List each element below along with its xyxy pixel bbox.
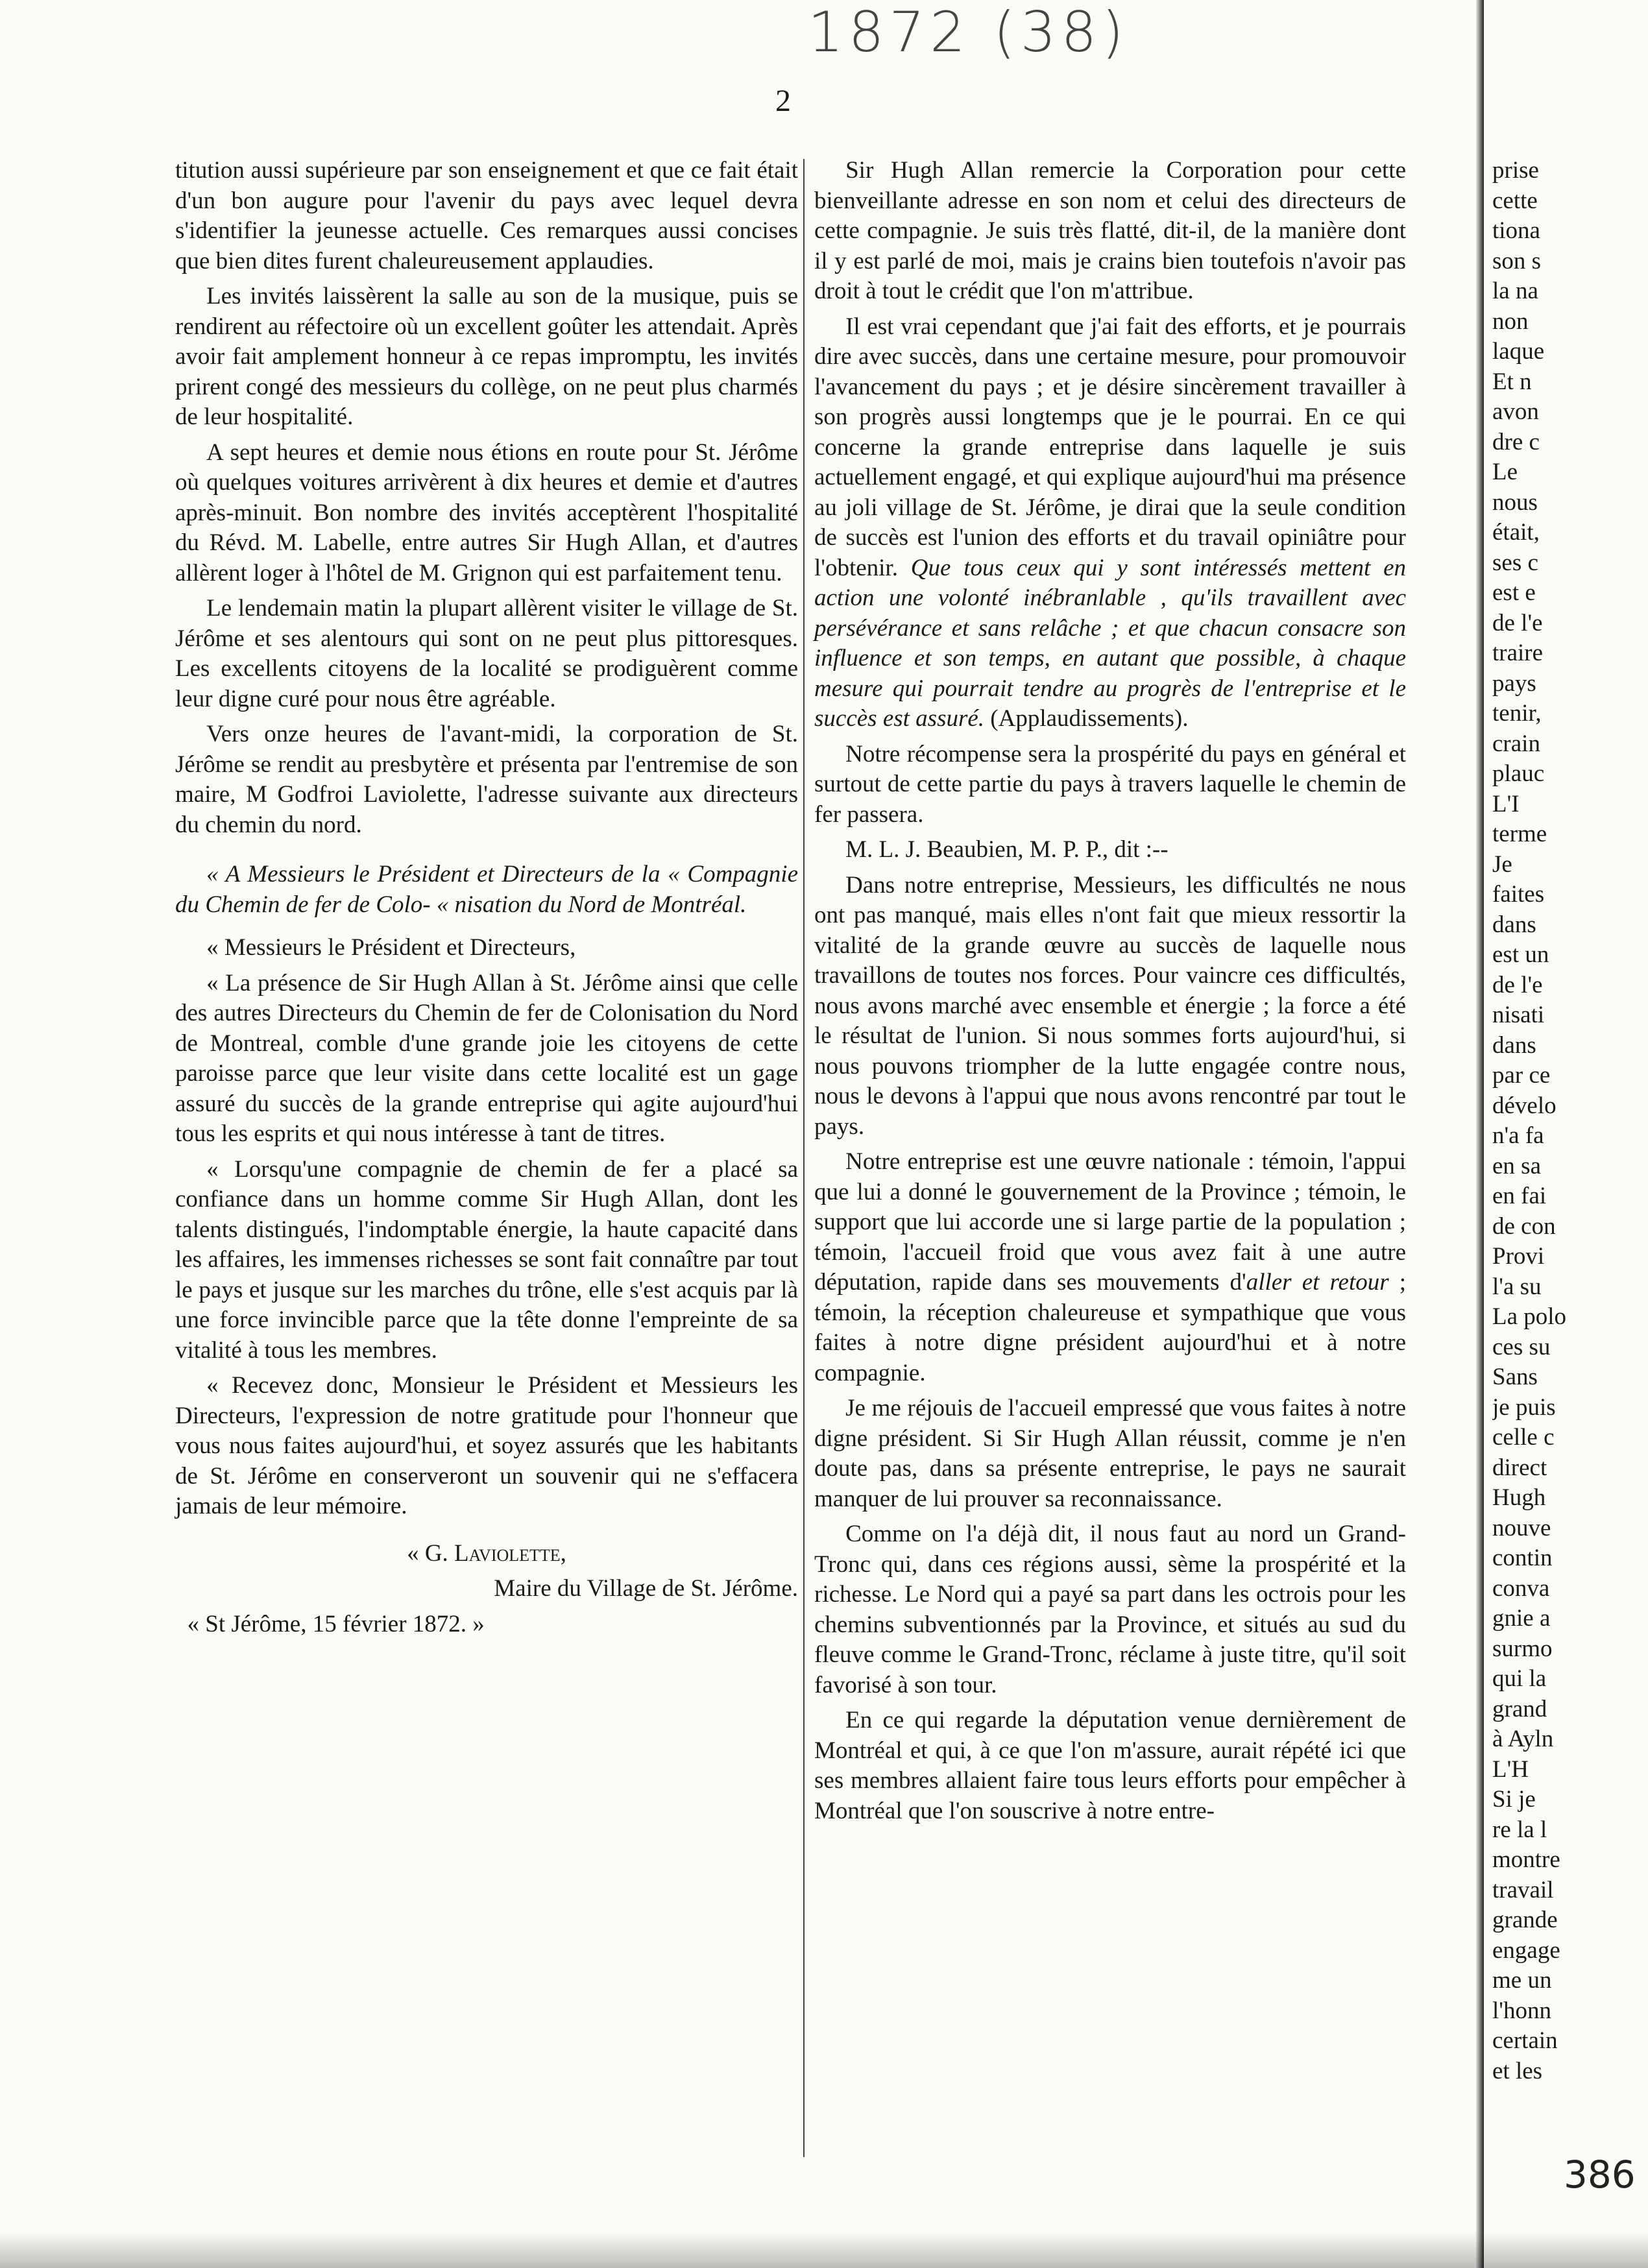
fragment-line: plauc [1492, 760, 1545, 787]
paragraph [814, 312, 1406, 734]
handwritten-note-top: 1872 (38) [808, 0, 1129, 65]
address-heading: « A Messieurs le Président et Directeurs de la « Compagnie du Chemin de fer de Colo- « nisation du Nord de Montréal. [175, 861, 798, 918]
fragment-line: la na [1492, 278, 1538, 304]
fragment-line: en sa [1492, 1152, 1541, 1179]
fragment-line: Le [1492, 459, 1518, 485]
fragment-line: dans [1492, 911, 1536, 938]
fragment-line: Hugh [1492, 1484, 1546, 1511]
signature-name: « G. Laviolette, [407, 1539, 566, 1567]
fragment-line: nouve [1492, 1514, 1551, 1541]
paragraph: Vers onze heures de l'avant-midi, la corporation de St. Jérôme se rendit au presbytère et présenta par l'entremise de son maire, M Godfroi Laviolette, l'adresse suivante aux directeurs du chemin du nord. [175, 721, 798, 838]
paragraph: Dans notre entreprise, Messieurs, les difficultés ne nous ont pas manqué, mais elles n'ont fait que mieux ressortir la vitalité de la grande œuvre au succès de laquelle nous travaillons de toutes nos forces. Pour vaincre ces difficultés, nous avons marché avec ensemble et énergie ; la force a été le résultat de l'union. Si nous sommes forts aujourd'hui, si nous pouvons triompher de la lutte engagée contre nous, nous le devons à l'appui que nous avons rencontré par tout le pays. [814, 871, 1406, 1140]
fragment-line: grand [1492, 1695, 1547, 1722]
fragment-line: gnie a [1492, 1605, 1551, 1632]
fragment-line: cette [1492, 187, 1538, 214]
signature-title: Maire du Village de St. Jérôme. [494, 1575, 798, 1602]
fragment-line: je puis [1492, 1393, 1556, 1421]
signature-date: « St Jérôme, 15 février 1872. » [187, 1610, 485, 1637]
paragraph: « La présence de Sir Hugh Allan à St. Jérôme ainsi que celle des autres Directeurs du Chemin de fer de Colonisation du Nord de Montreal, comble d'une grande joie les citoyens de cette paroisse parce que leur visite dans cette localité est un gage assuré du succès de la grande entreprise qui agite aujourd'hui tous les esprits et qui nous intéresse à tant de titres. [175, 969, 798, 1147]
fragment-line: par ce [1492, 1062, 1551, 1089]
fragment-line: tenir, [1492, 700, 1542, 727]
handwritten-note-bottom: 386 [1564, 2153, 1636, 2197]
applause-note: (Applaudissements). [990, 705, 1189, 732]
speaker-line: M. L. J. Beaubien, M. P. P., dit :-- [845, 836, 1169, 863]
fragment-line: ses c [1492, 549, 1538, 576]
quote-italic: Que tous ceux qui y sont intéressés mettent en action une volonté inébranlable , qu'ils travaillent avec persévérance et sans relâche ; et que chacun consacre son influence et son temps, en autant que possible, à chaque mesure qui pourrait tendre au progrès de l'entreprise et le succès est assuré. [814, 554, 1406, 732]
fragment-line: dévelo [1492, 1092, 1557, 1119]
right-column-fragment [1492, 156, 1648, 2086]
fragment-line: nisati [1492, 1002, 1545, 1028]
fragment-line: Si je [1492, 1786, 1536, 1813]
fragment-line: laque [1492, 338, 1545, 365]
phrase-italic: aller et retour [1246, 1269, 1389, 1296]
fragment-line: avon [1492, 398, 1539, 425]
paragraph: Notre récompense sera la prospérité du pays en général et surtout de cette partie du pays à travers laquelle le chemin de fer passera. [814, 740, 1406, 828]
page-fold-edge [1476, 0, 1484, 2268]
scan-bottom-shadow [0, 2232, 1648, 2268]
fragment-line: grande [1492, 1907, 1558, 1933]
paragraph: titution aussi supérieure par son enseignement et que ce fait était d'un bon augure pour l'avenir du pays avec lequel devra s'identifier la jeunesse actuelle. Ces remarques aussi concises que bien dites furent chaleureusement applaudies. [175, 157, 798, 274]
fragment-line: l'honn [1492, 1997, 1551, 2024]
paragraph-text: Notre entreprise est une œuvre nationale : témoin, l'appui que lui a donné le gouvernement de la Province ; témoin, le support que lui accorde une si large partie de la population ; témoin, l'accueil froid que vous avez fait à une autre députation, rapide dans ses mouvements d' [814, 1148, 1406, 1296]
fragment-line: à Ayln [1492, 1726, 1554, 1752]
fragment-line: contin [1492, 1545, 1553, 1571]
fragment-line: Sans [1492, 1364, 1538, 1390]
fragment-line: re la l [1492, 1816, 1547, 1843]
fragment-line: dans [1492, 1031, 1536, 1059]
fragment-line: crain [1492, 730, 1540, 757]
fragment-line: faites [1492, 881, 1545, 908]
paragraph: « Lorsqu'une compagnie de chemin de fer a placé sa confiance dans un homme comme Sir Hugh Allan, dont les talents distingués, l'indomptable énergie, la haute capacité dans les affaires, les immenses richesses se sont fait connaître par tout le pays et jusque sur les marches du trône, elle s'est acquis par là une force invincible parce que la tête donne l'empreinte de sa vitalité à tous les membres. [175, 1155, 798, 1364]
paragraph: Sir Hugh Allan remercie la Corporation pour cette bienveillante adresse en son nom et celui des directeurs de cette compagnie. Je suis très flatté, dit-il, de la manière dont il y est parlé de moi, mais je crains bien toutefois n'avoir pas droit à tout le crédit que l'on m'attribue. [814, 157, 1406, 304]
left-column [175, 156, 798, 1645]
fragment-line: L'I [1492, 790, 1520, 817]
fragment-line: en fai [1492, 1183, 1547, 1209]
fragment-line: ces su [1492, 1333, 1551, 1360]
fragment-line: l'a su [1492, 1273, 1542, 1300]
fragment-line: Et n [1492, 368, 1532, 395]
fragment-line: est un [1492, 941, 1549, 968]
fragment-line: direct [1492, 1454, 1547, 1481]
column-divider [803, 159, 805, 2157]
fragment-line: me un [1492, 1967, 1552, 1994]
fragment-line: terme [1492, 821, 1547, 847]
fragment-line: travail [1492, 1876, 1554, 1903]
fragment-line: tiona [1492, 217, 1540, 244]
paragraph: Comme on l'a déjà dit, il nous faut au nord un Grand-Tronc qui, dans ces régions aussi, sème la prospérité et la richesse. Le Nord qui a payé sa part dans les octrois pour les chemins subventionnés par la Province, et situés au sud du fleuve comme le Grand-Tronc, réclame à juste titre, qu'il soit favorisé à son tour. [814, 1521, 1406, 1698]
fragment-line: de l'e [1492, 609, 1543, 636]
fragment-line: de con [1492, 1212, 1556, 1240]
fragment-line: Provi [1492, 1243, 1545, 1270]
fragment-line: celle c [1492, 1424, 1555, 1451]
paragraph: « Recevez donc, Monsieur le Président et Messieurs les Directeurs, l'expression de notre gratitude pour l'honneur que vous nous faites aujourd'hui, et soyez assurés que les habitants de St. Jérôme en conserveront un souvenir qui ne s'effacera jamais de leur mémoire. [175, 1372, 798, 1519]
fragment-line: nous [1492, 489, 1538, 516]
fragment-line: pays [1492, 670, 1536, 697]
fragment-line: engage [1492, 1936, 1560, 1964]
fragment-line: conva [1492, 1574, 1550, 1602]
fragment-line: son s [1492, 247, 1542, 274]
fragment-line: était, [1492, 519, 1540, 546]
paragraph-text: Il est vrai cependant que j'ai fait des efforts, et je pourrais dire avec succès, dans une certaine mesure, pour promouvoir l'avancement du pays ; et je désire sincèrement travailler à son progrès aussi longtemps que je le pourrai. En ce qui concerne la grande entreprise dans laquelle je suis actuellement engagé, et qui explique aujourd'hui ma présence au joli village de St. Jérôme, je dirai que la seule condition de succès est l'union des efforts et du travail opiniâtre pour l'obtenir. [814, 313, 1406, 581]
fragment-line: qui la [1492, 1665, 1547, 1692]
fragment-line: est e [1492, 579, 1536, 606]
paragraph: En ce qui regarde la députation venue dernièrement de Montréal et qui, à ce que l'on m'assure, aurait répété ici que ses membres allaient faire tous leurs efforts pour empêcher à Montréal que l'on souscrive à notre entre- [814, 1707, 1406, 1824]
fragment-line: n'a fa [1492, 1122, 1544, 1149]
paragraph: Je me réjouis de l'accueil empressé que vous faites à notre digne président. Si Sir Hugh Allan réussit, comme je n'en doute pas, dans sa présente entreprise, le pays ne saurait manquer de lui prouver sa reconnaissance. [814, 1395, 1406, 1512]
fragment-line: et les [1492, 2057, 1543, 2084]
fragment-line: montre [1492, 1846, 1560, 1873]
fragment-line: dre c [1492, 428, 1540, 455]
fragment-line: L'H [1492, 1755, 1529, 1783]
fragment-line: La polo [1492, 1303, 1567, 1330]
fragment-line: prise [1492, 157, 1539, 184]
fragment-line: Je [1492, 850, 1512, 878]
paragraph: Le lendemain matin la plupart allèrent visiter le village de St. Jérôme et ses alentours qui sont on ne peut plus pittoresques. Les excellents citoyens de la localité se prodiguèrent comme leur digne curé pour nous être agréable. [175, 595, 798, 712]
address-salutation: « Messieurs le Président et Directeurs, [206, 934, 576, 961]
paragraph-text: ; témoin, la réception chaleureuse et sympathique que vous faites à notre digne président aujourd'hui et à notre compagnie. [814, 1269, 1407, 1386]
fragment-line: surmo [1492, 1635, 1553, 1662]
fragment-line: non [1492, 308, 1529, 335]
fragment-line: traire [1492, 640, 1544, 666]
fragment-line: certain [1492, 2027, 1558, 2054]
page-number: 2 [775, 84, 791, 118]
paragraph: Les invités laissèrent la salle au son de la musique, puis se rendirent au réfectoire où un excellent goûter les attendait. Après avoir fait amplement honneur à ce repas impromptu, les invités prirent congé des messieurs du collège, on ne peut plus charmés de leur hospitalité. [175, 283, 798, 430]
paragraph: A sept heures et demie nous étions en route pour St. Jérôme où quelques voitures arrivèrent à dix heures et demie et d'autres après-minuit. Bon nombre des invités acceptèrent l'hospitalité du Révd. M. Labelle, entre autres Sir Hugh Allan, et d'autres allèrent loger à l'hôtel de M. Grignon qui est parfaitement tenu. [175, 439, 798, 586]
middle-column [814, 156, 1406, 1831]
fragment-line: de l'e [1492, 971, 1543, 998]
paragraph [814, 1147, 1406, 1388]
